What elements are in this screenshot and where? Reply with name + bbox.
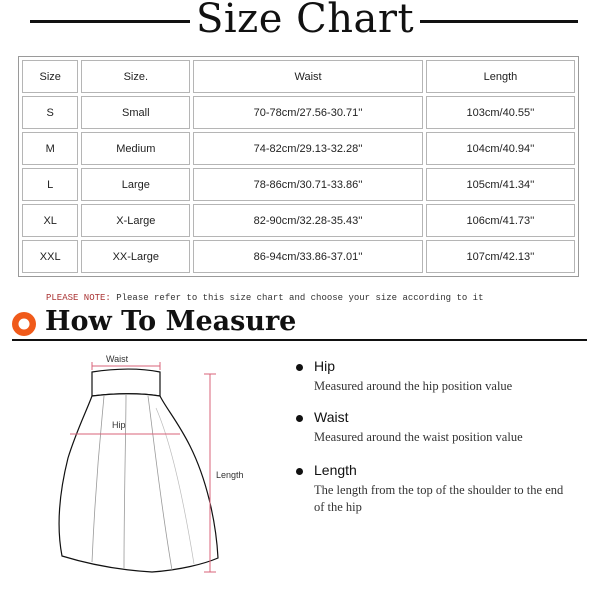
table-row (22, 96, 575, 129)
cell-size: M (22, 132, 78, 165)
orange-ring-icon (12, 312, 36, 336)
length-label: Length (216, 470, 244, 480)
size-table (18, 56, 579, 277)
header (0, 0, 600, 46)
section-divider (12, 339, 587, 341)
measure-hip-desc: Measured around the hip position value (314, 379, 513, 393)
how-to-measure-title: How To Measure (45, 306, 297, 337)
page-title: Size Chart (195, 0, 415, 42)
bullet-dot-icon (296, 364, 303, 371)
note-text: Please refer to this size chart and choose your size according to it (116, 293, 484, 303)
table-row (22, 168, 575, 201)
bullet-dot-icon (296, 415, 303, 422)
table-row (22, 204, 575, 237)
header-size: Size (22, 60, 78, 93)
cell-size-name: XX-Large (81, 240, 190, 273)
cell-waist: 70-78cm/27.56-30.71'' (193, 96, 423, 129)
cell-size: XL (22, 204, 78, 237)
measure-length-desc: The length from the top of the shoulder to the end of the hip (314, 483, 564, 514)
cell-length: 103cm/40.55'' (426, 96, 575, 129)
cell-size-name: Large (81, 168, 190, 201)
note-label: PLEASE NOTE: (46, 293, 111, 303)
cell-size: S (22, 96, 78, 129)
measure-length-title: Length (314, 462, 357, 478)
please-note (46, 293, 483, 303)
header-length: Length (426, 60, 575, 93)
table-row (22, 132, 575, 165)
header-size-name: Size. (81, 60, 190, 93)
waist-label: Waist (106, 354, 129, 364)
cell-size-name: Medium (81, 132, 190, 165)
header-waist: Waist (193, 60, 423, 93)
cell-waist: 78-86cm/30.71-33.86'' (193, 168, 423, 201)
title-rule-left (30, 20, 190, 23)
measure-hip-title: Hip (314, 358, 336, 374)
cell-waist: 74-82cm/29.13-32.28'' (193, 132, 423, 165)
cell-waist: 86-94cm/33.86-37.01'' (193, 240, 423, 273)
cell-length: 106cm/41.73'' (426, 204, 575, 237)
cell-size: XXL (22, 240, 78, 273)
cell-size: L (22, 168, 78, 201)
measure-waist-desc: Measured around the waist position value (314, 430, 523, 444)
bullet-dot-icon (296, 468, 303, 475)
cell-size-name: X-Large (81, 204, 190, 237)
cell-length: 105cm/41.34'' (426, 168, 575, 201)
measure-waist-title: Waist (314, 409, 349, 425)
table-header-row (22, 60, 575, 93)
cell-length: 107cm/42.13'' (426, 240, 575, 273)
cell-size-name: Small (81, 96, 190, 129)
skirt-diagram (48, 350, 258, 590)
cell-length: 104cm/40.94'' (426, 132, 575, 165)
title-rule-right (420, 20, 578, 23)
table-row (22, 240, 575, 273)
hip-label: Hip (112, 420, 126, 430)
cell-waist: 82-90cm/32.28-35.43'' (193, 204, 423, 237)
